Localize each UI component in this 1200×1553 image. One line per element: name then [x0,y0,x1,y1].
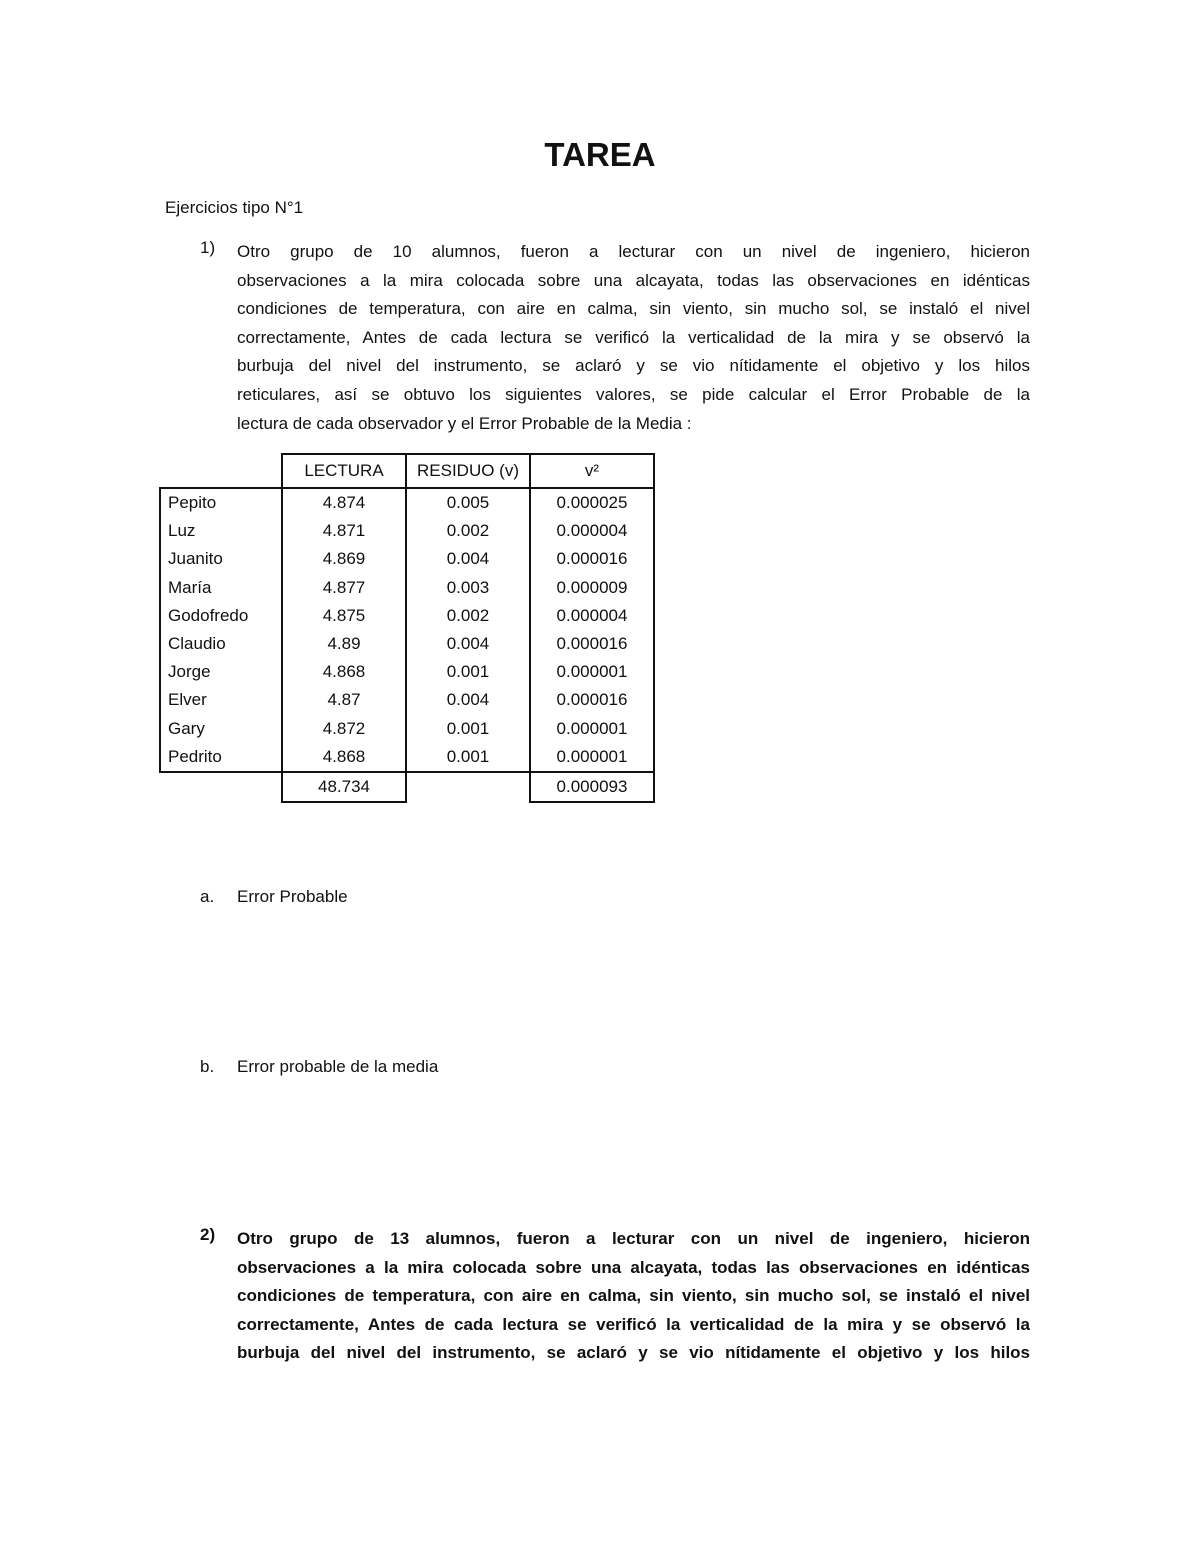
totals-empty-cell [406,772,530,802]
lectura-value: 4.868 [282,743,406,772]
residuo-value: 0.002 [446,521,490,541]
totals-empty-cell [160,772,282,802]
table-row [160,658,654,686]
table-header-row [160,454,654,488]
lectura-value: 4.872 [282,715,406,743]
total-v2: 0.000093 [530,772,654,802]
residuo-value: 0.004 [446,634,490,654]
totals-row [160,772,654,802]
paragraph-line: burbuja del nivel del instrumento, se aclaró y se vio nítidamente el objetivo y los hilos [237,356,1030,376]
residuo-value: 0.001 [446,718,490,738]
v2-value: 0.000016 [530,545,654,573]
paragraph-line: Otro grupo de 13 alumnos, fueron a lecturar con un nivel de ingeniero, hicieron [237,1229,1030,1248]
table-row [160,602,654,630]
v2-value: 0.000009 [530,574,654,602]
paragraph-line: lectura de cada observador y el Error Probable de la Media : [237,413,692,433]
table-row [160,545,654,573]
total-lectura: 48.734 [282,772,406,802]
v2-value: 0.000016 [530,686,654,714]
paragraph-line: reticulares, así se obtuvo los siguientes valores, se pide calcular el Error Probable de la [237,384,1030,404]
v2-value: 0.000025 [530,488,654,517]
table-row [160,743,654,772]
paragraph-line: condiciones de temperatura, con aire en calma, sin viento, sin mucho sol, se instaló el nivel [237,1286,1030,1306]
table-row [160,715,654,743]
exercise-2-text [237,1225,1030,1368]
paragraph-line: observaciones a la mira colocada sobre una alcayata, todas las observaciones en idénticas [237,1257,1030,1277]
readings-table [159,453,655,803]
residuo-value: 0.001 [446,662,490,682]
residuo-value: 0.003 [446,577,490,597]
v2-value: 0.000004 [530,517,654,545]
table-row [160,686,654,714]
paragraph-line: condiciones de temperatura, con aire en calma, sin viento, sin mucho sol, se instaló el nivel [237,299,1030,319]
table-row [160,517,654,545]
header-empty-cell [160,454,282,488]
header-v2: v² [530,454,654,488]
lectura-value: 4.87 [282,686,406,714]
paragraph-line: burbuja del nivel del instrumento, se aclaró y se vio nítidamente el objetivo y los hilos [237,1343,1030,1363]
section-subtitle: Ejercicios tipo N°1 [165,198,304,217]
v2-value: 0.000001 [530,658,654,686]
residuo-value: 0.004 [446,690,490,710]
observer-name: Luz [160,517,282,545]
v2-value: 0.000016 [530,630,654,658]
item-a-label: a. [200,887,215,906]
exercise-1-number: 1) [200,238,216,257]
lectura-value: 4.874 [282,488,406,517]
observer-name: Claudio [160,630,282,658]
table-row [160,574,654,602]
observer-name: Godofredo [160,602,282,630]
observer-name: Pepito [160,488,282,517]
residuo-value: 0.005 [446,493,490,512]
lectura-value: 4.877 [282,574,406,602]
paragraph-line: observaciones a la mira colocada sobre una alcayata, todas las observaciones en idénticas [237,270,1030,290]
observer-name: Juanito [160,545,282,573]
residuo-value: 0.002 [446,605,490,625]
paragraph-line: correctamente, Antes de cada lectura se verificó la verticalidad de la mira y se observó la [237,327,1030,347]
item-b-text: Error probable de la media [237,1057,439,1076]
observer-name: Jorge [160,658,282,686]
paragraph-line: Otro grupo de 10 alumnos, fueron a lecturar con un nivel de ingeniero, hicieron [237,242,1030,261]
item-a [200,887,348,907]
residuo-value: 0.004 [446,549,490,569]
table-row [160,488,654,517]
header-residuo: RESIDUO (v) [406,454,530,488]
lectura-value: 4.875 [282,602,406,630]
observer-name: María [160,574,282,602]
v2-value: 0.000001 [530,743,654,772]
paragraph-line: correctamente, Antes de cada lectura se verificó la verticalidad de la mira y se observó la [237,1314,1030,1334]
header-lectura: LECTURA [282,454,406,488]
exercise-2-number: 2) [200,1225,216,1244]
exercise-1-text [237,238,1030,438]
lectura-value: 4.89 [282,630,406,658]
lectura-value: 4.871 [282,517,406,545]
lectura-value: 4.868 [282,658,406,686]
table-row [160,630,654,658]
item-b-label: b. [200,1057,215,1076]
page-title: TAREA [544,136,656,173]
v2-value: 0.000001 [530,715,654,743]
item-a-text: Error Probable [237,887,348,906]
v2-value: 0.000004 [530,602,654,630]
observer-name: Gary [160,715,282,743]
lectura-value: 4.869 [282,545,406,573]
observer-name: Elver [160,686,282,714]
item-b [200,1057,438,1077]
residuo-value: 0.001 [406,743,530,772]
observer-name: Pedrito [160,743,282,772]
